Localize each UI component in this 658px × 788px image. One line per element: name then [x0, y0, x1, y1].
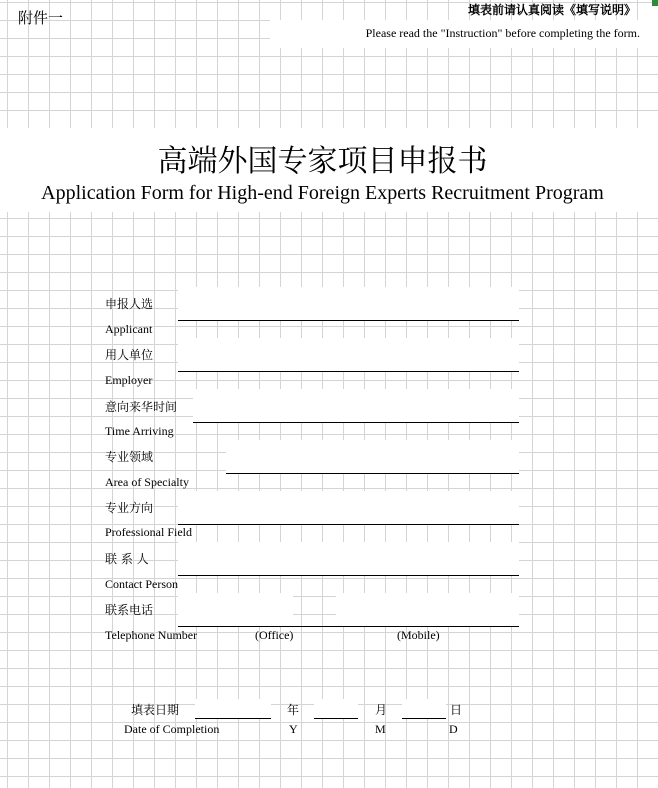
telephone-office-label: (Office) — [255, 628, 294, 642]
completion-year-underline — [195, 718, 271, 719]
specialty-label-en: Area of Specialty — [105, 475, 189, 489]
month-label-cn: 月 — [375, 703, 388, 717]
completion-day-underline — [402, 718, 446, 719]
telephone-underline — [178, 626, 519, 627]
employer-label-cn: 用人单位 — [105, 348, 154, 362]
contact-person-input[interactable] — [178, 542, 519, 575]
contact-person-label-cn: 联 系 人 — [105, 552, 149, 566]
form-title-en: Application Form for High-end Foreign Experts Recruitment Program — [41, 182, 604, 204]
employer-underline — [178, 371, 519, 372]
specialty-label-cn: 专业领域 — [105, 450, 154, 464]
applicant-label-cn: 申报人选 — [105, 297, 154, 311]
applicant-input[interactable] — [178, 287, 519, 320]
specialty-input[interactable] — [226, 440, 519, 473]
employer-label-en: Employer — [105, 373, 153, 387]
professional-field-label-cn: 专业方向 — [105, 501, 154, 515]
professional-field-input[interactable] — [178, 491, 519, 524]
attachment-label: 附件一 — [18, 9, 64, 27]
employer-input[interactable] — [178, 338, 519, 371]
completion-year-input[interactable] — [195, 699, 271, 717]
instruction-notice-en: Please read the "Instruction" before completing the form. — [365, 26, 640, 40]
completion-month-input[interactable] — [314, 699, 358, 717]
sheet-corner-marker — [652, 0, 658, 6]
telephone-label-en: Telephone Number — [105, 628, 198, 642]
year-label-cn: 年 — [287, 703, 300, 717]
form-title-cn: 高端外国专家项目申报书 — [157, 144, 488, 179]
contact-person-label-en: Contact Person — [105, 577, 178, 591]
completion-month-underline — [314, 718, 358, 719]
time-arriving-label-cn: 意向来华时间 — [105, 400, 178, 414]
telephone-mobile-input[interactable] — [336, 593, 519, 626]
month-label-en: M — [375, 722, 386, 736]
time-arriving-label-en: Time Arriving — [105, 424, 174, 438]
time-arriving-input[interactable] — [193, 389, 519, 422]
completion-label-cn: 填表日期 — [131, 703, 180, 717]
instruction-notice-cn: 填表前请认真阅读《填写说明》 — [467, 3, 636, 17]
professional-field-label-en: Professional Field — [105, 525, 192, 539]
contact-person-underline — [178, 575, 519, 576]
completion-day-input[interactable] — [402, 699, 446, 717]
telephone-office-input[interactable] — [178, 593, 293, 626]
professional-field-underline — [178, 524, 519, 525]
telephone-mobile-label: (Mobile) — [397, 628, 440, 642]
telephone-label-cn: 联系电话 — [105, 603, 154, 617]
day-label-cn: 日 — [450, 703, 463, 717]
specialty-underline — [226, 473, 519, 474]
day-label-en: D — [449, 722, 458, 736]
applicant-underline — [178, 320, 519, 321]
time-arriving-underline — [193, 422, 519, 423]
applicant-label-en: Applicant — [105, 322, 153, 336]
completion-label-en: Date of Completion — [124, 722, 220, 736]
year-label-en: Y — [289, 722, 298, 736]
